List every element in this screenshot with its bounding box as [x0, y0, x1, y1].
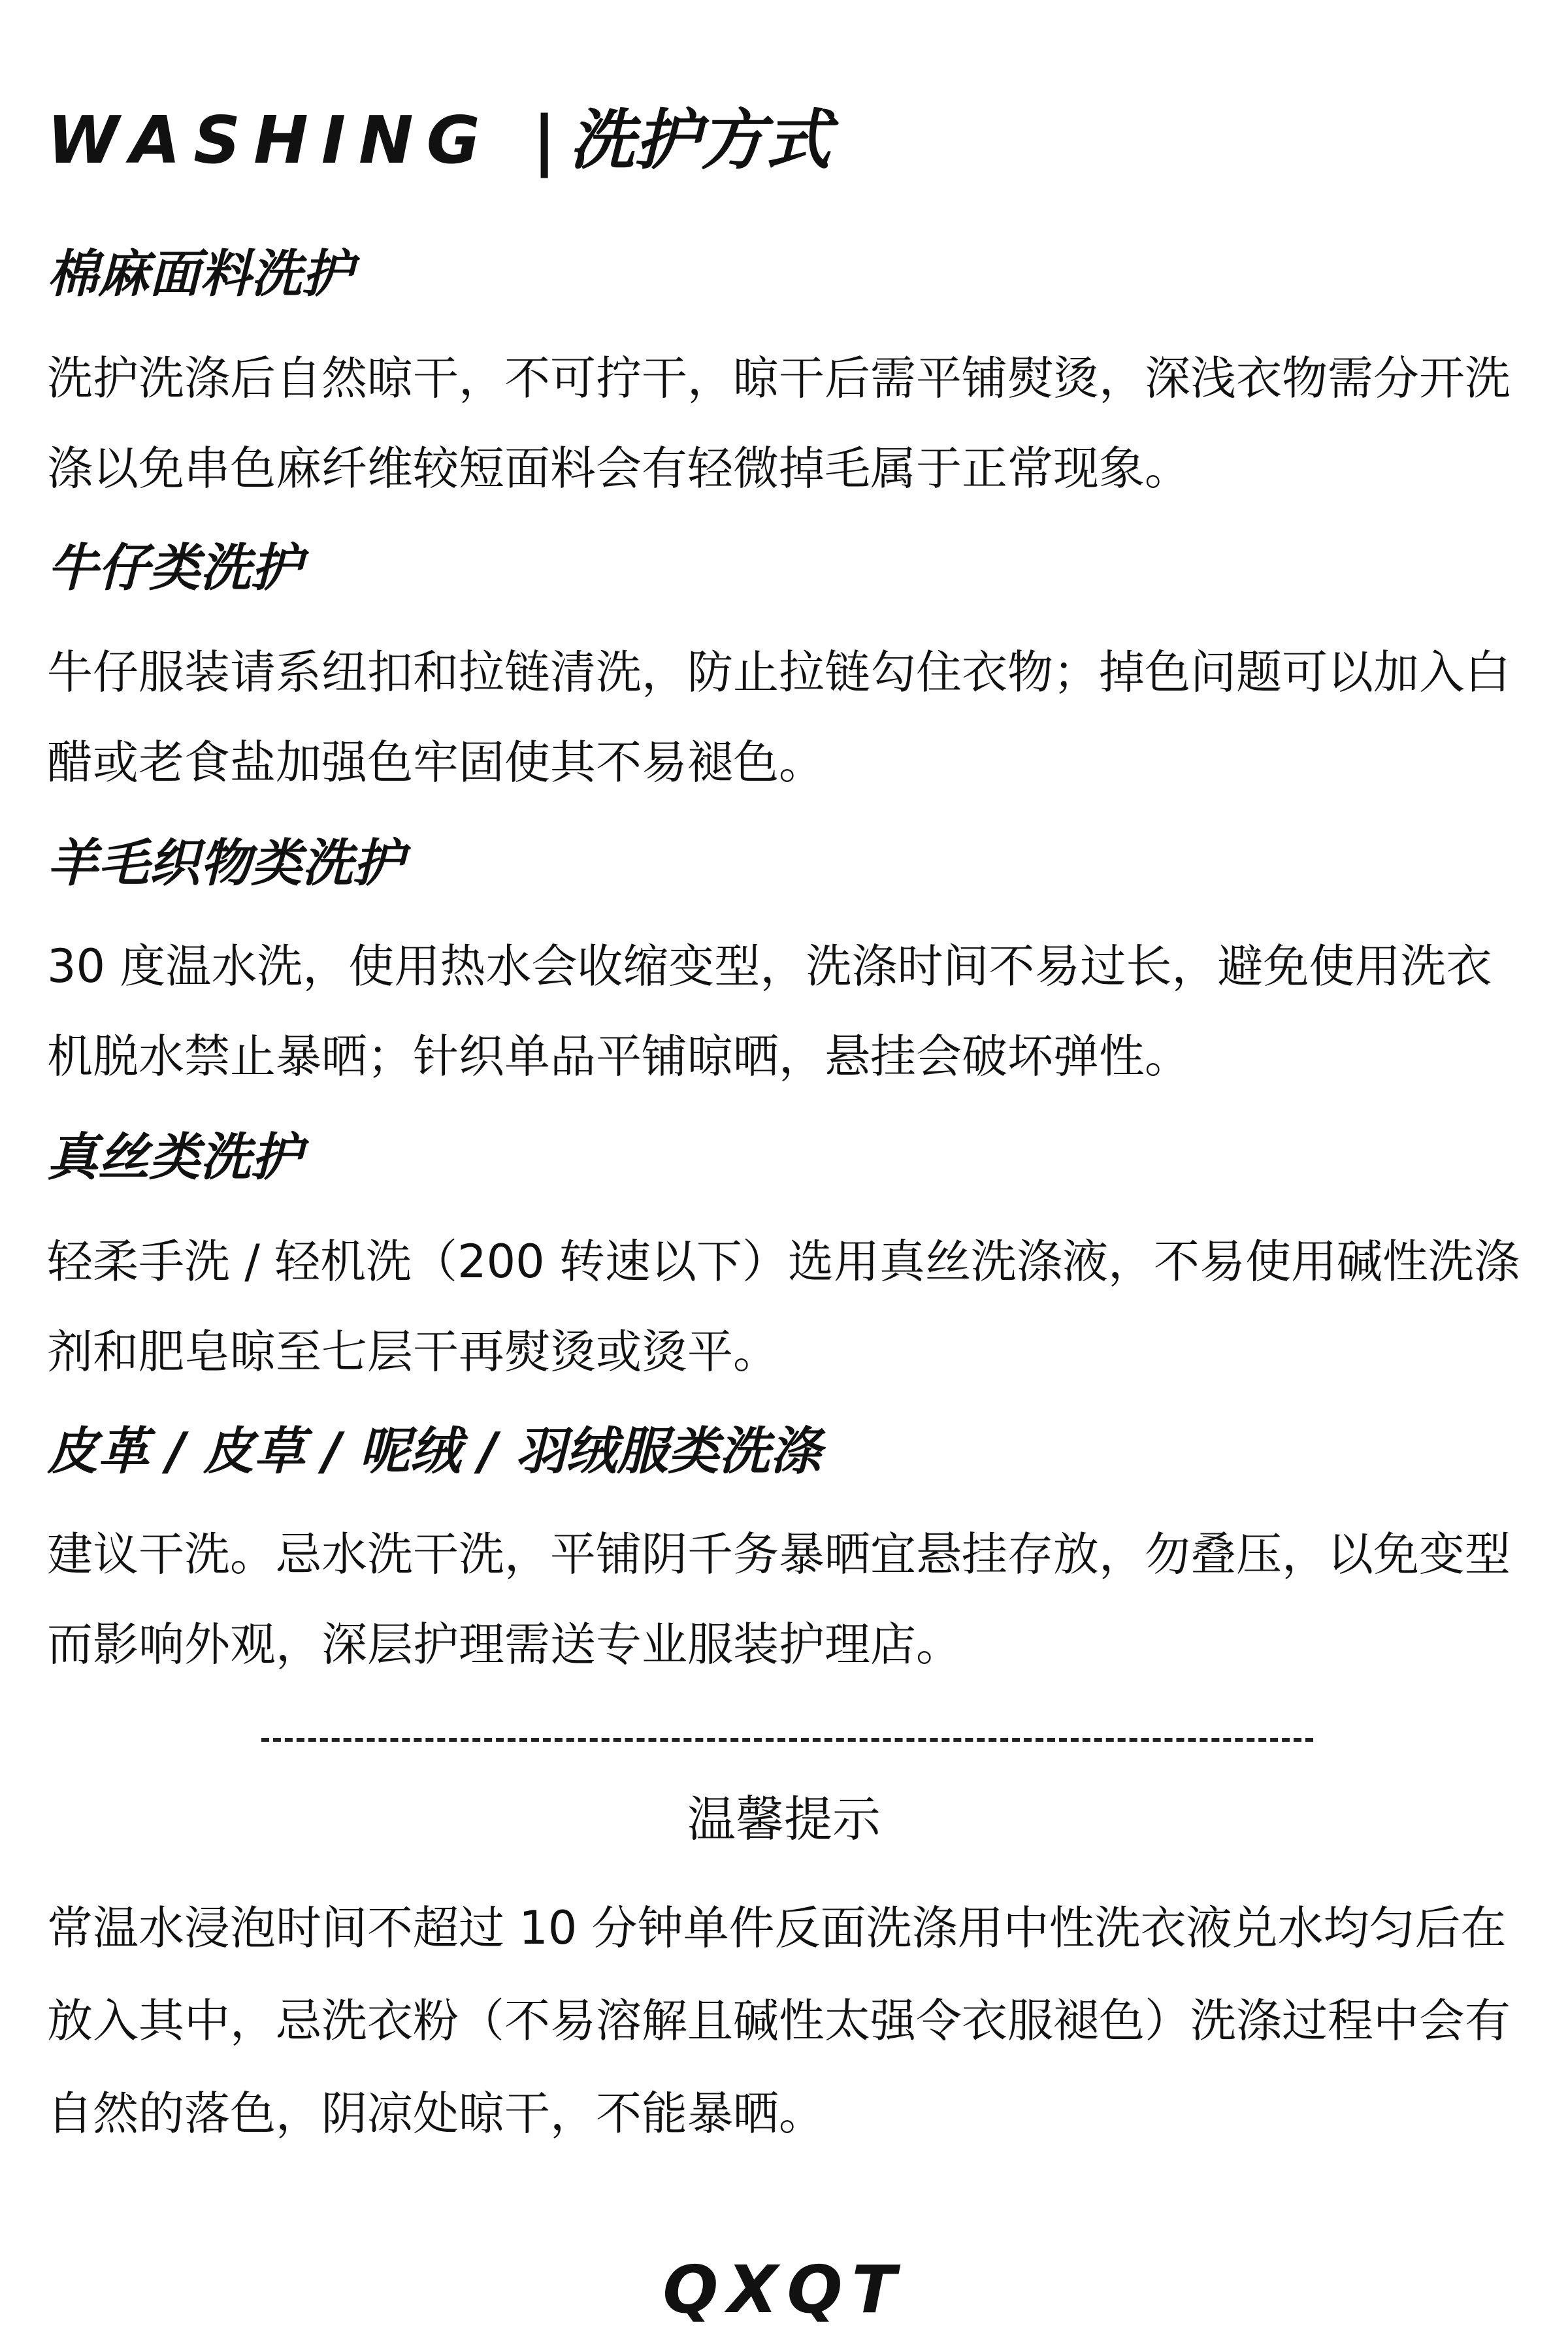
section-heading-denim: 牛仔类洗护 [47, 539, 302, 598]
tips-body: 常温水浸泡时间不超过 10 分钟单件反面洗涤用中性洗衣液兑水均匀后在放入其中，忌洗衣粉（不易溶解且碱性太强令衣服褪色）洗涤过程中会有自然的落色，阴凉处晾干，不能暴晒。 [47, 1901, 1511, 2140]
title-chinese: 洗护方式 [569, 102, 831, 178]
title-separator: | [532, 102, 557, 178]
dashed-divider [261, 1738, 1313, 1742]
title-english: WASHING [47, 102, 493, 178]
section-body-cotton-linen: 洗护洗涤后自然晾干，不可拧干，晾干后需平铺熨烫，深浅衣物需分开洗涤以免串色麻纤维较短面料会有轻微掉毛属于正常现象。 [47, 351, 1511, 495]
section-heading-leather-fur-down: 皮革 / 皮草 / 呢绒 / 羽绒服类洗涤 [47, 1422, 821, 1481]
brand-logo: QXQT [662, 2251, 906, 2328]
section-body-leather-fur-down: 建议干洗。忌水洗干洗，平铺阴千务暴晒宜悬挂存放，勿叠压，以免变型而影响外观，深层护理需送专业服装护理店。 [47, 1527, 1511, 1671]
section-body-denim: 牛仔服装请系纽扣和拉链清洗，防止拉链勾住衣物；掉色问题可以加入白醋或老食盐加强色牢固使其不易褪色。 [47, 645, 1511, 789]
page-title [47, 98, 830, 183]
tips-title: 温馨提示 [687, 1791, 881, 1848]
section-heading-cotton-linen: 棉麻面料洗护 [47, 245, 353, 304]
section-body-wool: 30 度温水洗，使用热水会收缩变型，洗涤时间不易过长，避免使用洗衣机脱水禁止暴晒；针织单品平铺晾晒，悬挂会破坏弹性。 [47, 939, 1492, 1083]
section-body-silk: 轻柔手洗 / 轻机洗（200 转速以下）选用真丝洗涤液，不易使用碱性洗涤剂和肥皂晾至七层干再熨烫或烫平。 [47, 1235, 1520, 1379]
section-heading-silk: 真丝类洗护 [47, 1128, 302, 1187]
section-heading-wool: 羊毛织物类洗护 [47, 834, 404, 893]
